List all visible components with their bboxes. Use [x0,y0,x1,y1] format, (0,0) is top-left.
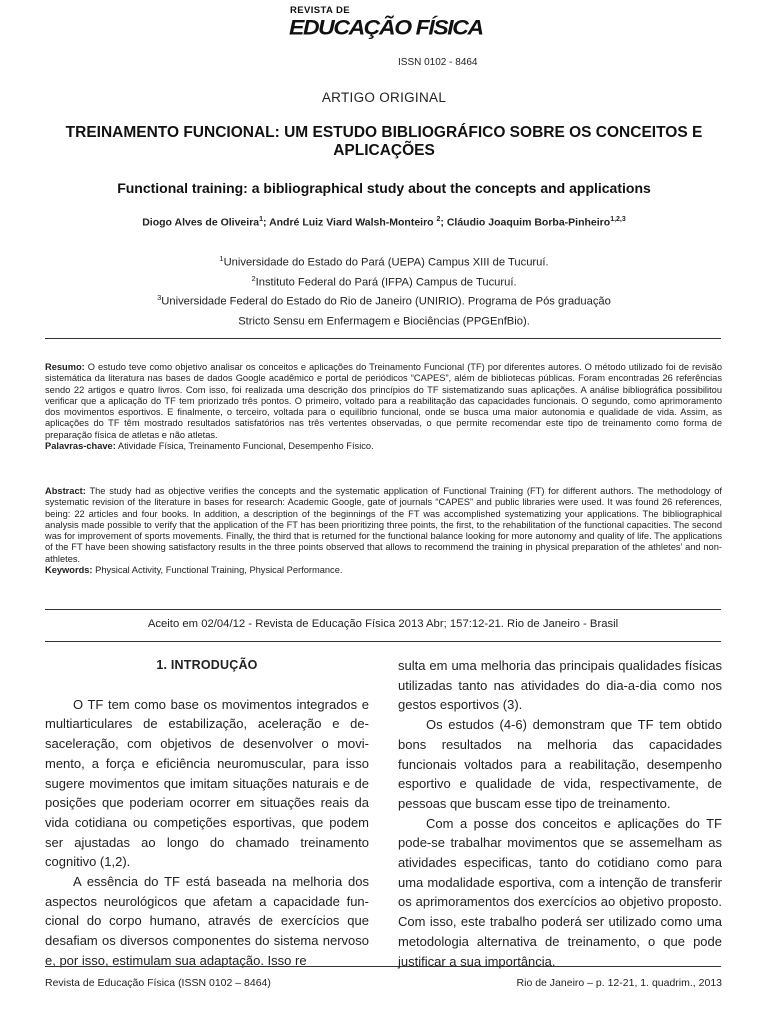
author-list: Diogo Alves de Oliveira$^1$; André Luiz Viard Walsh-Monteiro $^2$; Cláudio Joaquim Borba-Pinheiro$^{1,2,3}$ [142,216,626,229]
author-name: André Luiz Viard Walsh-Monteiro [269,216,437,229]
author-affiliation-marker: 1,2,3 [610,216,626,223]
author-affiliation-marker: 1 [259,216,264,223]
abstract-label: Abstract: [45,486,86,496]
section-heading: 1. INTRODUÇÃO [156,658,258,672]
palavras-chave-text: Atividade Física, Treinamento Funcional, Desempenho Físico. [115,441,374,452]
body-paragraph: O TF tem como base os movimentos integrados e multiarticulares de estabilização, aceleração e desaceleração, com objetivos de desenvolver o movimento, a força e eficiência neuromuscular, para isso sugere movimentos que imitam situações naturais e de posições que poderiam ocorrer em situações reais da vida cotidiana ou competições esportivas, que podem ser ajustadas ao longo do chamado treinamento cognitivo (1,2). [45,696,369,870]
logo-main-text: EDUCAÇÃO FÍSICA [289,15,483,39]
body-column-right [398,656,722,971]
resumo-label: Resumo: [45,362,85,372]
divider-top [45,338,721,339]
resumo-block [45,362,722,452]
divider-abstract-bottom [45,609,721,610]
article-title: TREINAMENTO FUNCIONAL: UM ESTUDO BIBLIOGRÁFICO SOBRE OS CONCEITOS E APLICAÇÕES [65,124,703,159]
affiliations [80,251,688,330]
accepted-line: Aceito em 02/04/12 - Revista de Educação Física 2013 Abr; 157:12-21. Rio de Janeiro - Brasil [147,618,619,630]
issn: ISSN 0102 - 8464 [398,57,478,68]
affiliation-line: $^2$Instituto Federal do Pará (IFPA) Campus de Tucuruí. [251,273,517,289]
abstract-text: The study had as objective verifies the concepts and the systematic application of Functional Training (FT) for different authors. The methodology of systematic revision of the literature in bases for research: Academic Google, gate of journals “CAPES” and public libraries were used. It was found 26 references, being: 22 articles and four books. In addition, a description of the beginnings of the FT was accomplished systematizing your applications. The bibliographical analysis made possible to verify that the application of the FT has been prioritizing three points, the first, to the rehabilitation of the functional capacities. The second was for improvement of sports movements. Finally, the third that is returned for the functional balance looking for more autonomy and quality of life. The applications of the FT have been showing satisfactory results in the three points observed that allows to recommend the training in physical preparation of the athletes’ and non-athletes. [45,486,722,564]
author-name: Diogo Alves de Oliveira [142,216,260,229]
journal-logo [290,6,490,54]
section-label: ARTIGO ORIGINAL [321,90,447,105]
author-name: Cláudio Joaquim Borba-Pinheiro [446,216,611,229]
resumo-text: O estudo teve como objetivo analisar os conceitos e aplicações do Treinamento Funcional (TF) por diferentes autores. O método utilizado foi de revisão sistemática da literatura nas bases de dados Google acadêmico e portal de periódicos “CAPES”, além de bibliotecas públicas. Foram encontradas 26 referências sendo 22 artigos e quatro livros. Com isso, foi realizada uma descrição dos princípios do TF sistematizando suas aplicações. A análise bibliográfica possibilitou verificar que a aplicação do TF tem priorizado três pontos. O primeiro, voltado para a reabilitação das capacidades funcionais. O segundo, como aprimoramento dos movimentos esportivos. E finalmente, o terceiro, voltada para o equilíbrio funcional, onde se busca uma maior autonomia e qualidade de vida. Assim, as aplicações do TF têm mostrado resultados satisfatórios nas três vertentes observadas, o que permite recomendar este tipo de treinamento como forma de preparação física de atletas e não atletas. [45,362,722,440]
keywords-text: Physical Activity, Functional Training, Physical Performance. [92,565,343,576]
palavras-chave-label: Palavras-chave: [45,441,116,452]
body-paragraph: sulta em uma melhoria das principais qualidades físicas utilizadas tanto nas atividades do dia-a-dia como nos gestos esportivos (3). [398,658,722,713]
logo-top-text: REVISTA DE [290,5,350,16]
affiliation-line: $^3$Universidade Federal do Estado do Rio de Janeiro (UNIRIO). Programa de Pós graduação [157,293,611,309]
divider-footer [45,966,721,967]
body-paragraph: A essência do TF está baseada na melhoria dos aspectos neurológicos que afetam a capacidade funcional do corpo humano, através de exercícios que desafiam os diversos componentes do sistema nervoso e, por isso, estimulam sua adaptação. Isso re [45,874,369,968]
divider-body-top [45,641,721,642]
body-paragraph: Os estudos (4-6) demonstram que TF tem obtido bons resultados na melhoria das capacidades funcionais voltados para a reabilitação, desempenho esportivo e qualidade de vida, respectivamente, de pessoas que buscam esse tipo de treinamento. [398,717,722,811]
affiliation-line: $^1$Universidade do Estado do Pará (UEPA) Campus XIII de Tucuruí. [219,254,549,269]
footer-journal: Revista de Educação Física (ISSN 0102 – 8464) [45,977,271,989]
affiliation-line: Stricto Sensu em Enfermagem e Biociências (PPGEnfBio). [238,315,530,328]
footer-pages: Rio de Janeiro – p. 12-21, 1. quadrim., 2013 [516,977,722,989]
body-column-left [45,656,369,971]
abstract-block [45,486,722,576]
keywords-label: Keywords: [45,565,93,576]
body-paragraph: Com a posse dos conceitos e aplicações do TF pode-se trabalhar movimentos que se assemelham as atividades especificas, tanto do cotidiano como para uma modalidade esportiva, com a intenção de transferir os aprimoramentos dos exercícios ao objetivo proposto. Com isso, este trabalho poderá ser utilizado como uma metodologia alternativa de treinamento, o que pode justificar a sua importância. [398,815,722,969]
article-subtitle: Functional training: a bibliographical study about the concepts and applications [117,180,651,196]
author-affiliation-marker: 2 [436,216,441,223]
